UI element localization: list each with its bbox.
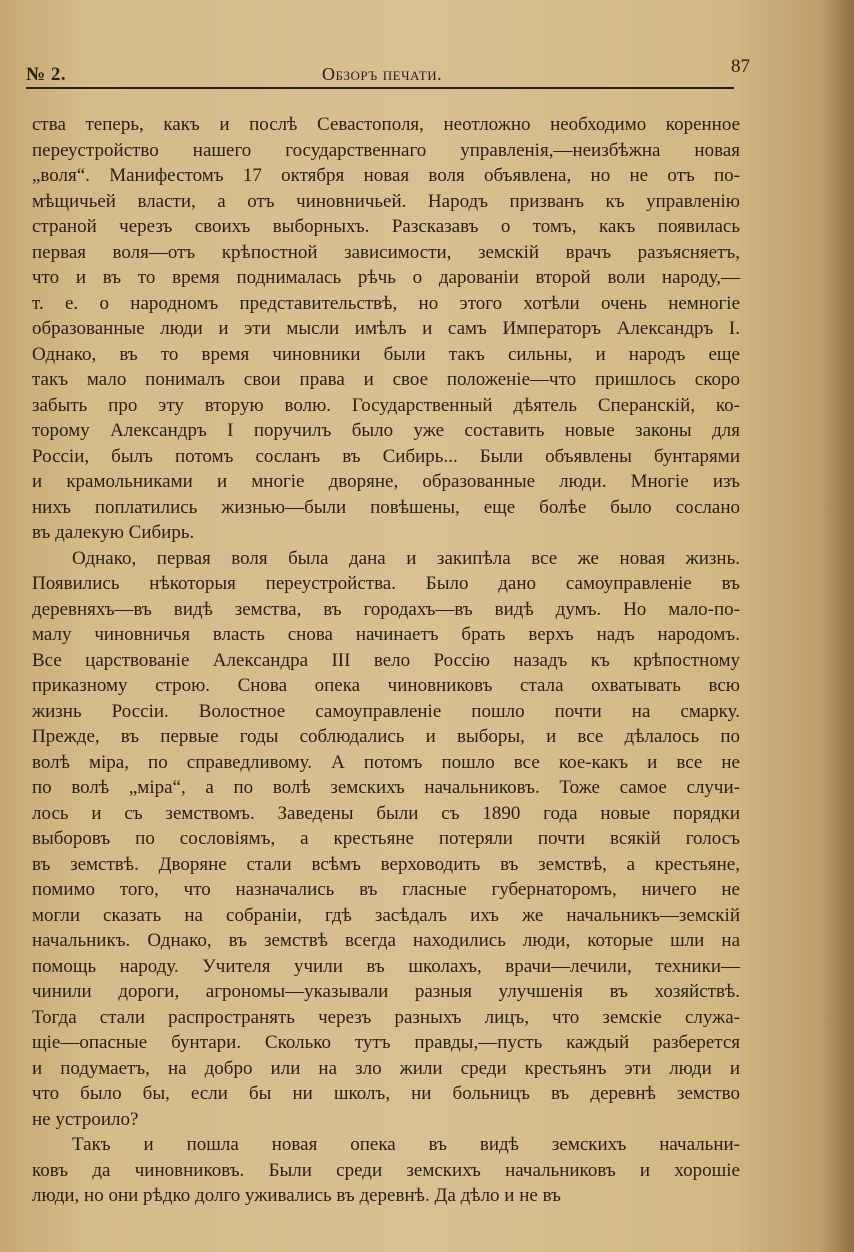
text-line: мѣщичьей власти, а отъ чиновничьей. Народъ призванъ къ управленію [32, 190, 740, 212]
text-line: забыть про эту вторую волю. Государственный дѣятель Сперанскій, ко- [32, 394, 740, 416]
text-line: первая воля—отъ крѣпостной зависимости, земскій врачъ разъясняетъ, [32, 241, 740, 263]
text-line: въ далекую Сибирь. [32, 522, 195, 543]
text-line: начальникъ. Однако, въ земствѣ всегда находились люди, которые шли на [32, 930, 740, 951]
text-line: Однако, первая воля была дана и закипѣла все же новая жизнь. [72, 547, 740, 569]
text-line: образованные люди и эти мысли имѣлъ и самъ Императоръ Александръ I. [32, 318, 740, 339]
body-text [32, 112, 740, 1209]
text-line: и крамольниками и многіе дворяне, образованные люди. Многіе изъ [32, 471, 740, 492]
text-line: малу чиновничья власть снова начинаетъ брать верхъ надъ народомъ. [32, 624, 740, 645]
text-line: лось и съ земствомъ. Заведены были съ 1890 года новые порядки [32, 802, 740, 824]
text-line: такъ мало понималъ свои права и свое положеніе—что пришлось скоро [32, 369, 740, 390]
text-line: страной черезъ своихъ выборныхъ. Разсказавъ о томъ, какъ появилась [32, 216, 740, 237]
paragraph-3 [32, 1132, 740, 1209]
text-line: что и въ то время поднималась рѣчь о дарованіи второй воли народу,— [32, 267, 740, 288]
text-line: волѣ міра, по справедливому. А потомъ пошло все кое-какъ и все не [32, 751, 740, 773]
text-line: могли сказать на собраніи, гдѣ засѣдалъ ихъ же начальникъ—земскій [32, 904, 740, 926]
text-line: „воля“. Манифестомъ 17 октября новая воля объявлена, но не отъ по- [32, 165, 740, 186]
text-line: торому Александръ I поручилъ было уже составить новые законы для [32, 420, 740, 441]
page-edge-shadow [820, 0, 854, 1252]
text-line: Такъ и пошла новая опека въ видѣ земскихъ начальни- [72, 1134, 740, 1155]
text-line: Прежде, въ первые годы соблюдались и выборы, и все дѣлалось по [32, 726, 740, 747]
text-line: и подумаетъ, на добро или на зло жили среди крестьянъ эти люди и [32, 1057, 740, 1079]
text-line: люди, но они рѣдко долго уживались въ деревнѣ. Да дѣло и не въ [32, 1185, 561, 1206]
text-line: приказному строю. Снова опека чиновниковъ стала охватывать всю [32, 675, 740, 696]
text-line: щіе—опасные бунтари. Сколько тутъ правды,—пусть каждый разберется [32, 1032, 740, 1053]
text-line: въ земствѣ. Дворяне стали всѣмъ верховодить въ земствѣ, а крестьяне, [32, 853, 740, 875]
text-line: деревняхъ—въ видѣ земства, въ городахъ—въ видѣ думъ. Но мало-по- [32, 598, 740, 620]
text-line: Однако, въ то время чиновники были такъ сильны, и народъ еще [32, 343, 740, 365]
text-line: Тогда стали распространять черезъ разныхъ лицъ, что земскіе служа- [32, 1006, 740, 1028]
text-line: Россіи, былъ потомъ сосланъ въ Сибирь... Были объявлены бунтарями [32, 445, 740, 467]
text-line: Появились нѣкоторыя переустройства. Было дано самоуправленіе въ [32, 573, 740, 594]
text-line: помимо того, что назначались въ гласные губернаторомъ, ничего не [32, 879, 740, 900]
page-number: 87 [731, 56, 750, 77]
text-line: помощь народу. Учителя учили въ школахъ, врачи—лечили, техники— [32, 955, 740, 977]
text-line: чинили дороги, агрономы—указывали разныя улучшенія въ хозяйствѣ. [32, 981, 740, 1002]
text-line: т. е. о народномъ представительствѣ, но этого хотѣли очень немногіе [32, 292, 740, 314]
text-line: что было бы, если бы ни школъ, ни больницъ въ деревнѣ земство [32, 1083, 740, 1104]
paragraph-1 [32, 112, 740, 546]
text-line: не устроило? [32, 1108, 139, 1130]
text-line: по волѣ „міра“, а по волѣ земскихъ начальниковъ. Тоже самое случи- [32, 777, 740, 798]
text-line: Все царствованіе Александра III вело Россію назадъ къ крѣпостному [32, 649, 740, 671]
header-rule [26, 87, 734, 89]
running-header [26, 56, 758, 90]
text-line: жизнь Россіи. Волостное самоуправленіе пошло почти на смарку. [32, 700, 740, 722]
section-title: Обзоръ печати. [322, 64, 443, 84]
paragraph-2 [32, 546, 740, 1133]
issue-number: № 2. [26, 64, 67, 85]
text-line: выборовъ по сословіямъ, а крестьяне потеряли почти всякій голосъ [32, 828, 740, 849]
text-line: переустройство нашего государственнаго управленія,—неизбѣжна новая [32, 139, 740, 161]
text-line: ковъ да чиновниковъ. Были среди земскихъ начальниковъ и хорошіе [32, 1159, 740, 1181]
text-line: нихъ поплатились жизнью—были повѣшены, еще болѣе было сослано [32, 496, 740, 518]
text-line: ства теперь, какъ и послѣ Севастополя, неотложно необходимо коренное [32, 114, 740, 135]
